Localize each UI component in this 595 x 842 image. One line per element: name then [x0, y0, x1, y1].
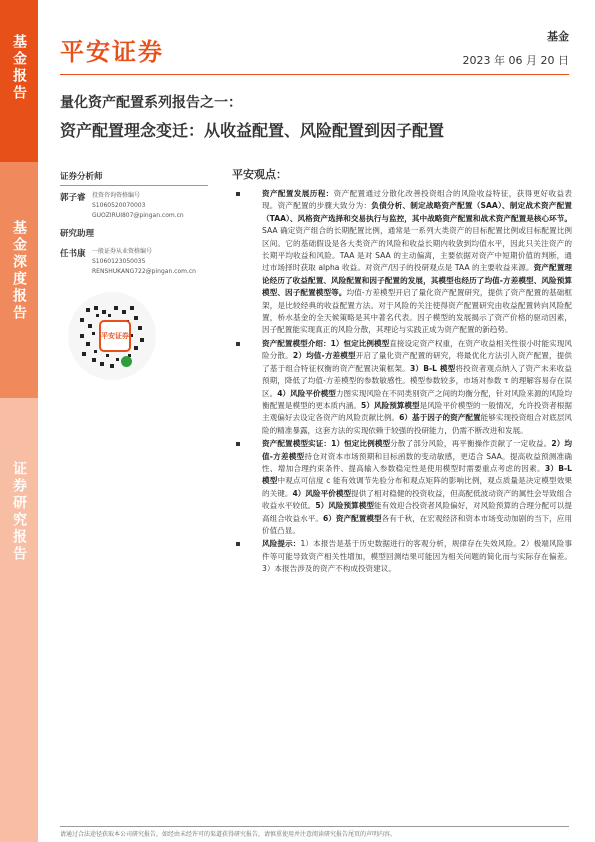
analyst-cert-label: 投资咨询资格编号: [92, 192, 141, 199]
qr-code[interactable]: [68, 292, 156, 380]
key-views: [232, 166, 572, 577]
bullet-text: 开启了量化资产配置的研究，将最优化方法引入资产配置，提供了基于组合特征权衡的资产配置决策框架。: [262, 351, 573, 373]
bullet-emphasis: 5）风险预算模型: [361, 400, 420, 410]
bullet-text: 均值-方差模型开启了量化资产配置研究，提供了资产配置的基础框架，是比较经典的收益配置方法。对于风险的关注使得资产配置研究由收益配置转向风险配置，桥水基金的全天候策略是其中著名代表。因子模型的发展揭示了资产价格的驱动因素，因子配置能实现真正的风险分散，其理论与实践正成为资产配置的新趋势。: [262, 288, 572, 335]
bullet-text: 1）本报告是基于历史数据进行的客观分析，规律存在失效风险。2）极端风险事件等可能导致资产相关性增加，模型回测结果可能因为相关问题的简化而与实际存在偏差。3）本报告涉及的资产不构成投资建议。: [262, 539, 572, 574]
analyst-info: [92, 191, 184, 221]
key-views-heading: 平安观点：: [232, 168, 287, 181]
bullet-square-icon: [236, 192, 240, 196]
assistant-name: 任书康: [60, 249, 86, 259]
analyst-name: 郭子睿: [60, 193, 86, 203]
assistant-cert-number: S1060123050035: [92, 258, 146, 265]
bullet-text: 各有千秋，在宏观经济和资本市场变动加剧的当下，应用价值凸显。: [262, 513, 573, 535]
bullet-emphasis: 3）B-L 模型: [262, 463, 573, 486]
bullet-heading: 风险提示：: [262, 539, 301, 549]
bullet-text: 分散了部分风险，再平衡操作贡献了一定收益。: [390, 439, 552, 449]
assistant-cert-label: 一般证券从业资格编号: [92, 248, 153, 255]
bullet-emphasis: 4）风险平价模型: [292, 488, 352, 498]
bullet-emphasis: 5）风险预算模型: [315, 501, 374, 511]
bullet-text: 直接设定资产权重，在资产收益相关性很小时能实现风险分散。: [262, 338, 572, 361]
report-category: 基金: [547, 30, 569, 43]
bullet-heading: 资产配置模型实证：: [262, 439, 332, 449]
header-divider: [60, 74, 569, 75]
sidebar: [0, 0, 38, 842]
analyst-section-heading: 证券分析师: [60, 170, 208, 186]
bullet-text: 持仓对资本市场预期和目标函数的变动敏感，更适合 SAA。提高收益预测准确性、增加合理约束条件、提高输入参数稳定性是使用模型时需要重点考虑的因素。: [262, 451, 572, 473]
bullet-model-introduction: [232, 338, 572, 437]
bullet-emphasis: 4）风险平价模型: [277, 388, 336, 398]
sidebar-fund-deep-report-label: 基金深度报告: [11, 220, 27, 322]
qr-badge-icon: [121, 356, 132, 367]
bullet-emphasis: 3）B-L 模型: [409, 363, 456, 373]
analyst-cert-number: S1060520070003: [92, 202, 146, 209]
bullet-emphasis: 6）资产配置模型: [322, 513, 382, 523]
bullet-emphasis: 6）基于因子的资产配置: [399, 413, 481, 423]
bullet-text: 提供了相对稳健的投资收益，但高配低波动资产的属性会导致组合收益水平较低。: [262, 488, 573, 511]
footer-disclaimer: 请通过合法途径获取本公司研究报告，如经由未经许可的渠道获得研究报告，请慎重使用并注意阅读研究报告尾页的声明内容。: [60, 831, 397, 838]
bullet-text: SAA 确定资产组合的长期配置比例，通常是一系列大类资产的目标配置比例或目标配置比例区间。它的基础假设是各大类资产的风险和收益长期内收敛到均值水平，因此只关注资产的长期平均收益和风险。TAA 是对 SAA 的主动偏离，主要依据对资产中短期价值的判断，通过市场择时获取 alpha 收益。对资产/因子的投研观点是 TAA 的主要收益来源。: [262, 226, 572, 273]
bullet-text: 资产配置通过分散化改善投资组合的风险收益特征，获得更好收益表现。资产配置的步骤大致分为：: [262, 189, 572, 211]
series-title: 量化资产配置系列报告之一：: [60, 95, 242, 111]
bullet-text: 能够实现投资组合对底层风险的精准暴露，这套方法的实现依赖于较强的投研能力，仍需不断改进和发展。: [262, 413, 572, 435]
bullet-square-icon: [236, 442, 240, 446]
bullet-text: 中观点可信度 c 能有效调节先验分布和观点矩阵的影响比例，观点质量是决定模型效果的关键。: [262, 476, 573, 498]
bullet-square-icon: [236, 342, 240, 346]
qr-logo: [99, 320, 131, 352]
page-title: 资产配置理念变迁：从收益配置、风险配置到因子配置: [60, 121, 445, 140]
analyst-email[interactable]: GUOZIRUI807@pingan.com.cn: [92, 212, 184, 219]
bullet-emphasis: 1）恒定比例模型: [331, 439, 391, 449]
bullet-emphasis: 2）均值-方差模型: [292, 351, 356, 361]
bullet-text: 将投资者观点纳入了资产未来收益预期，降低了均值-方差模型的参数敏感性。模型参数较多，市场对参数 τ 的理解容易存在误区。: [262, 363, 572, 398]
bullet-model-empirical: [232, 438, 572, 537]
qr-logo-label: 平安证券: [101, 331, 129, 340]
bullet-heading: 资产配置模型介绍：: [262, 338, 331, 348]
analyst-entry: [60, 191, 208, 221]
bullet-development-history: [232, 188, 572, 337]
analyst-panel: [60, 170, 208, 283]
assistant-entry: [60, 247, 208, 277]
bullet-text: 力图实现风险在不同类别资产之间的均衡分配，针对风险来源的风险均衡配置是模型的更本质内涵。: [262, 388, 573, 410]
assistant-info: [92, 247, 196, 277]
sidebar-securities-research-label: 证券研究报告: [11, 461, 27, 563]
footer-divider: [60, 826, 569, 827]
bullet-emphasis: 2）均值-方差模型: [262, 439, 572, 461]
bullet-risk-warning: [232, 538, 572, 575]
company-logo: 平安证券: [60, 38, 164, 66]
sidebar-fund-deep-report: [0, 162, 38, 398]
bullet-emphasis: 资产配置理论经历了收益配置、风险配置和因子配置的发展，其模型也经历了均值-方差模型、风险预算模型、因子配置模型等。: [262, 263, 572, 298]
bullet-text: 是风险平价模型的一般情况，允许投资者根据主观偏好去设定各资产的风险贡献比例。: [262, 400, 572, 423]
sidebar-fund-report-label: 基金报告: [11, 34, 27, 102]
sidebar-fund-report: [0, 0, 38, 162]
assistant-section-heading: 研究助理: [60, 229, 95, 239]
report-date: 2023 年 06 月 20 日: [462, 54, 569, 67]
sidebar-securities-research: [0, 398, 38, 842]
bullet-emphasis: 负债分析、制定战略资产配置（SAA）、制定战术资产配置（TAA）、风格资产选择和交易执行与监控，其中战略资产配置和战术资产配置是核心环节。: [262, 201, 572, 223]
bullet-emphasis: 1）恒定比例模型: [330, 338, 390, 348]
assistant-email[interactable]: RENSHUKANG722@pingan.com.cn: [92, 268, 196, 275]
bullet-heading: 资产配置发展历程：: [262, 189, 334, 198]
bullet-square-icon: [236, 542, 240, 546]
bullet-text: 能有效迎合投资者风险偏好，对风险预算的合理分配可以提高组合收益水平。: [262, 501, 572, 523]
